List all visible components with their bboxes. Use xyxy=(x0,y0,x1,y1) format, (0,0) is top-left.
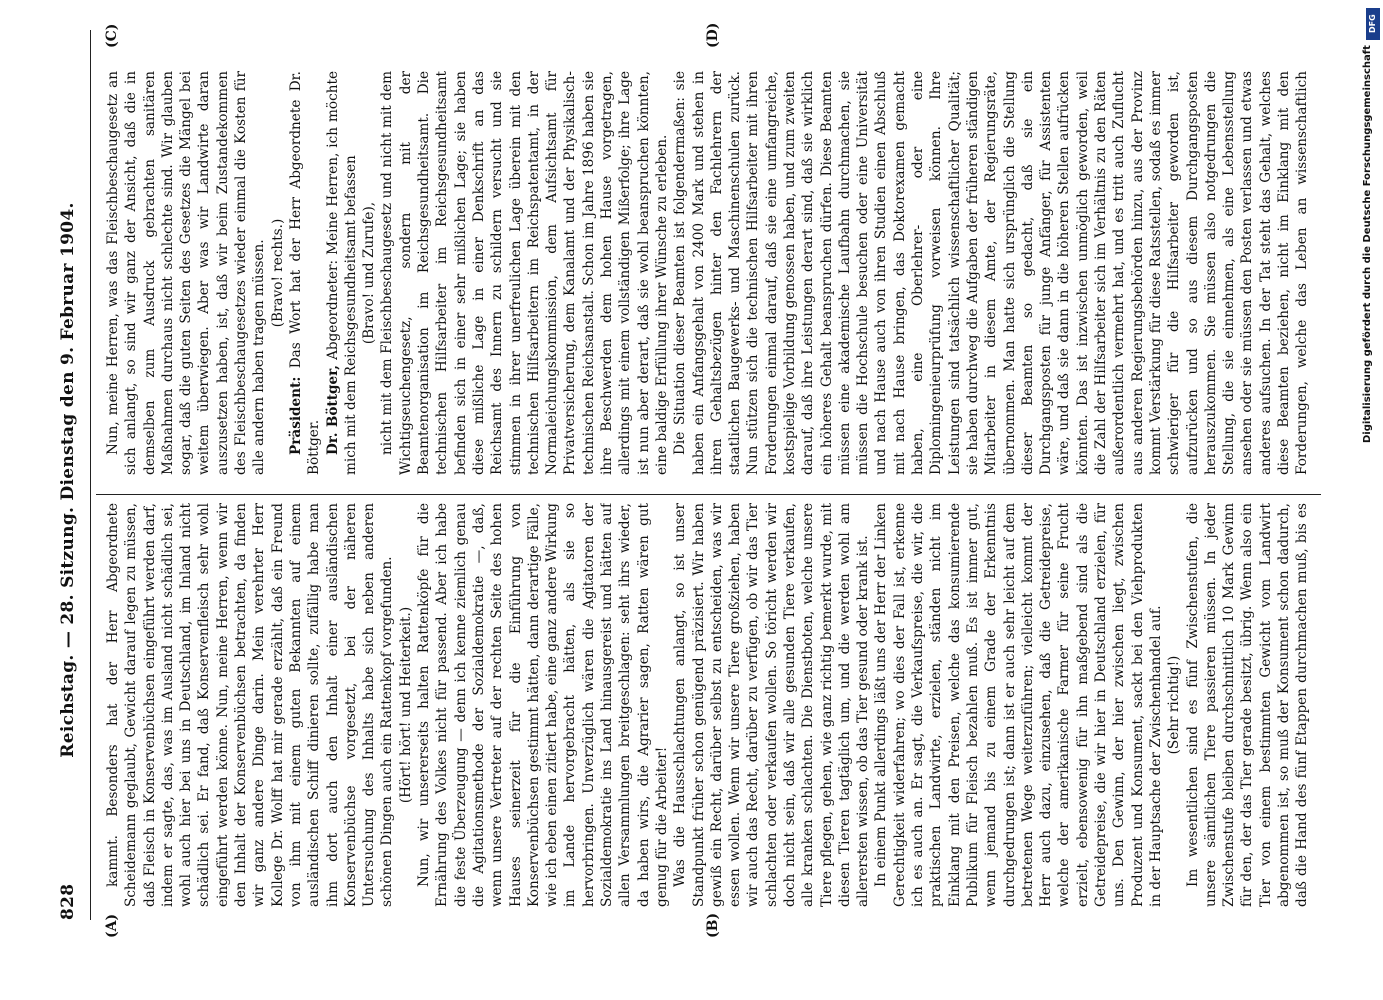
interjection xyxy=(397,503,415,907)
paragraph-text: Nun, wir unsererseits halten Rattenköpfe für die Ernährung des Volkes nicht für passend. Aber ich habe die feste Überzeugung — denn ich kenne ziemlich genau die Agitationsmethode der Sozialdemokratie —, daß, wenn unsere Vertreter auf der rechten Seite des hohen Hauses seinerzeit für die Einführung von Konservenbüchsen gestimmt hätten, dann derartige Fälle, wie ich eben einen zitiert habe, eine ganz andere Wirkung im Lande hervorgebracht hätten, als sie so hervorbringen. Unverzüglich wären die Agitatoren der Sozialdemokratie ins Land hinausgereist und hätten auf allen Versammlungen breitgeschlagen: seht ihrs wieder, da haben wirs, die Agrarier sagen, Ratten wären gut genug für die Arbeiter! xyxy=(416,503,670,907)
paragraph xyxy=(104,503,397,907)
paragraph-text: In einem Punkt allerdings läßt uns der Herr der Linken Gerechtigkeit widerfahren; wo dies der Fall ist, erkenne ich es auch an. Er sagt, die Verkaufspreise, die wir, die praktischen Landwirte, erzielen, ständen nicht im Einklang mit den Preisen, welche das konsumierende Publikum für Fleisch bezahlen muß. Es ist immer gut, wenn jemand bis zu einem Grade der Erkenntnis durchgedrungen ist; dann ist er auch sehr leicht auf dem betretenen Wege weiterzuführen; vielleicht kommt der Herr auch dazu, einzusehen, daß die Getreidepreise, welche der amerikanische Farmer für seine Frucht erzielt, ebensowenig für ihn maßgebend sind als die Getreidepreise, die wir hier in Deutschland erzielen, für uns. Den Gewinn, der hier zwischen liegt, zwischen Produzent und Konsument, sackt bei den Viehprodukten in der Hauptsache der Zwischenhandel auf. xyxy=(873,503,1164,907)
header-rule xyxy=(90,30,91,920)
paragraph-text: Im wesentlichen sind es fünf Zwischenstufen, die unsere sämtlichen Tiere passieren müssen. In jeder Zwischenstufe bleiben durchschnittlich 10 Mark Gewinn für den, der das Tier gerade besitzt, übrig. Wenn also ein Tier von einem bestimmten Gewicht vom Landwirt abgenommen ist, so muß der Konsument schon dadurch, daß die Hand des fünf Etappen durchmachen muß, bis es xyxy=(1184,503,1311,907)
left-text-column xyxy=(104,503,1314,907)
paragraph-text: Was die Hausschlachtungen anlangt, so ist unser Standpunkt früher schon genügend präzisiert. Wir haben gewiß ein Recht, darüber selbst zu entscheiden, was wir essen wollen. Wenn wir unsere Tiere großziehen, haben wir auch das Recht, darüber zu verfügen, ob wir das Tier schlachten oder verkaufen wollen. So töricht werden wir doch nicht sein, daß wir alle gesunden Tiere verkaufen, alle kranken schlachten. Die Dienstboten, welche unsere Tiere pflegen, gehen, wie ganz richtig bemerkt wurde, mit diesen Tieren tagtäglich um, und die werden wohl am allerersten wissen, ob das Tier gesund oder krank ist. xyxy=(672,503,872,907)
page-number: 828 xyxy=(58,883,78,920)
speaker-name: Präsident: xyxy=(287,376,304,455)
paragraph-text: kammt. Besonders hat der Herr Abgeordnete Scheidemann geglaubt, Gewicht darauf legen zu müssen, daß Fleisch in Konservenbüchsen eingeführt werden darf, indem er sagte, das, was im Ausland nicht schädlich sei, wohl auch hier bei uns in Deutschland, im Inland nicht schädlich sei. Er fand, daß Konservenfleisch sehr wohl eingeführt werden könne. Nun, meine Herren, wenn wir den Inhalt der Konservenbüchsen betrachten, da finden wir ganz andere Dinge darin. Mein verehrter Herr Kollege Dr. Wolff hat mir gerade erzählt, daß ein Freund von ihm mit einem guten Bekannten auf einem ausländischen Schiff dinieren sollte, zufällig habe man ihm dort auch den Inhalt einer ausländischen Konservenbüchse vorgesetzt, bei der näheren Untersuchung des Inhalts habe sich neben anderen schönen Dingen auch ein Rattenkopf vorgefunden. xyxy=(105,503,396,907)
paragraph xyxy=(287,71,324,475)
dfg-logo: DFG xyxy=(1366,8,1380,40)
paragraph xyxy=(872,503,1165,907)
paragraph-text: (Sehr richtig!) xyxy=(1166,655,1183,755)
margin-marker-c: (C) xyxy=(104,23,120,48)
paragraph xyxy=(671,503,872,907)
paragraph xyxy=(324,71,361,475)
interjection xyxy=(269,71,287,475)
speaker-name: Dr. Böttger, xyxy=(324,364,341,455)
page-title: Reichstag. — 28. Sitzung. Dienstag den 9. Februar 1904. xyxy=(58,202,78,758)
margin-marker-d: (D) xyxy=(705,22,721,48)
margin-marker-a: (A) xyxy=(104,913,120,938)
paragraph xyxy=(415,503,671,907)
paragraph-text: Abgeordneter: Meine Herren, ich möchte mich mit dem Reichsgesundheitsamt befassen xyxy=(324,71,359,475)
margin-marker-b: (B) xyxy=(705,912,721,938)
paragraph xyxy=(378,71,671,475)
right-text-column xyxy=(104,71,1314,475)
paragraph-text: (Hört! hört! und Heiterkeit.) xyxy=(397,606,414,804)
paragraph xyxy=(671,71,1314,475)
paragraph-text: Nun, meine Herren, was das Fleischbeschaugesetz an sich anlangt, so sind wir ganz der Ansicht, daß die in demselben zum Ausdruck gebrachten sanitären Maßnahmen durchaus nicht schlechte sind. Wir glauben sogar, daß die guten Seiten des Gesetzes die Mängel bei weitem überwiegen. Aber was wir Landwirte daran auszusetzen haben, ist, daß wir beim Zustandekommen des Fleischbeschaugesetzes wieder einmal die Kosten für alle andern haben tragen müssen. xyxy=(105,71,268,475)
paragraph-text: nicht mit dem Fleischbeschaugesetz und nicht mit dem Wichtigseuchengesetz, sondern mit der Beamtenorganisation im Reichsgesundheitsamt. Die technischen Hilfsarbeiter im Reichsgesundheitsamt befinden sich in einer sehr mißlichen Lage; sie haben diese mißliche Lage in einer Denkschrift an das Reichsamt des Innern zu schildern versucht und sie stimmen in ihrer unerfreulichen Lage überein mit den technischen Hilfsarbeitern im Reichspatentamt, in der Normaleichungskommission, dem Aufsichtsamt für Privatversicherung, dem Kanalamt und der Physikalisch-technischen Reichsanstalt. Schon im Jahre 1896 haben sie ihre Beschwerden dem hohen Hause vorgetragen, allerdings mit einem vollständigen Mißerfolge; ihre Lage ist nun aber derart, daß sie wohl beanspruchen könnten, eine baldige Erfüllung ihrer Wünsche zu erleben. xyxy=(379,71,670,475)
page-header xyxy=(58,40,82,920)
paragraph xyxy=(1184,503,1314,907)
interjection xyxy=(1165,503,1183,907)
paragraph-text: Die Situation dieser Beamten ist folgendermaßen: sie haben ein Anfangsgehalt von 2400 Mark und stehen in ihren Gehaltsbezügen hinter den Fachlehrern der staatlichen Baugewerks- und Maschinenschulen zurück. Nun stützen sich die technischen Hilfsarbeiter mit ihren Forderungen einmal darauf, daß sie eine umfangreiche, kostspielige Vorbildung genossen haben, und zum zweiten darauf, daß ihre Leistungen derart sind, daß sie wirklich ein höheres Gehalt beanspruchen dürfen. Diese Beamten müssen eine akademische Laufbahn durchmachen, sie müssen die Hochschule besuchen oder eine Universität und nach Hause auch von ihren Studien einen Abschluß mit nach Hause bringen, das Doktorexamen gemacht haben, eine Oberlehrer- oder eine Diplomingenieurprüfung vorweisen können. Ihre Leistungen sind tatsächlich wissenschaftlicher Qualität; sie haben durchweg die Aufgaben der früheren ständigen Mitarbeiter in diesem Amte, der Regierungsräte, übernommen. Man hatte sich ursprünglich die Stellung dieser Beamten so gedacht, daß sie ein Durchgangsposten für junge Anfänger, für Assistenten wäre, und daß sie dann in die höheren Stellen aufrücken könnten. Das ist inzwischen unmöglich geworden, weil die Zahl der Hilfsarbeiter sich im Verhältnis zu den Räten außerordentlich vermehrt hat, und es tritt auch Zuflucht aus anderen Regierungsbehörden hinzu, aus der Provinz kommt Verstärkung für diese Ratsstellen, sodaß es immer schwieriger für die Hilfsarbeiter geworden ist, aufzurücken und so aus diesem Durchgangsposten herauszukommen. Sie müssen also notgedrungen die Stellung, die sie einnehmen, als eine Lebensstellung ansehen oder sie müssen den Posten verlassen und etwas anderes aufsuchen. In der Tat steht das Gehalt, welches diese Beamten beziehen, nicht im Einklang mit den Forderungen, welche das Leben an wissenschaftlich xyxy=(672,71,1311,475)
paragraph xyxy=(104,71,269,475)
column-divider xyxy=(96,494,1321,495)
interjection xyxy=(360,71,378,475)
digitization-credit: Digitalisierung gefördert durch die Deutsche Forschungsgemeinschaft xyxy=(1362,45,1373,443)
paragraph-text: (Bravo! rechts.) xyxy=(269,218,286,328)
paragraph-text: (Bravo! und Zurufe), xyxy=(361,201,378,345)
paragraph-text: Das Wort hat der Herr Abgeordnete Dr. Böttger. xyxy=(287,71,323,475)
